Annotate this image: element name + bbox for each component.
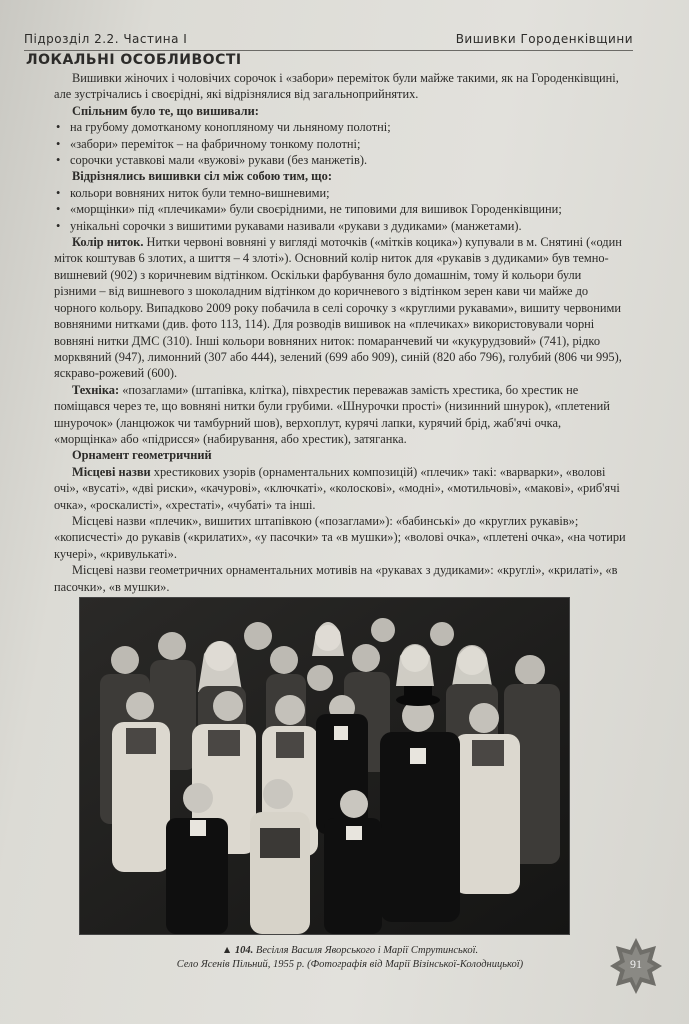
intro-paragraph: Вишивки жіночих і чоловічих сорочок і «забори» переміток були майже такими, як на Городенківщині, але зустрічались і своєрідні, які відрізнялися від загальноприйнятих.: [54, 71, 619, 102]
diff-list: [54, 185, 626, 234]
section-title: ЛОКАЛЬНІ ОСОБЛИВОСТІ: [26, 52, 242, 68]
page-number: 91: [630, 957, 642, 971]
local-names-text: хрестикових узорів (орнаментальних композицій) «плечик» такі: «варварки», «волові очі», «вусаті», «дві риски», «качурові», «ключкаті», «колоскові», «модні», «мотильчові», «макові», «риб'ячі очка», «роскалисті», «хрестаті», «чубаті» та інші.: [54, 464, 620, 512]
local-names-paragraph-3: Місцеві назви геометричних орнаментальних мотивів на «рукавах з дудиками»: «круглі», «крилаті», «в пасочки», «в мушки».: [54, 563, 618, 594]
list-item: • «забори» переміток – на фабричному тонкому полотні;: [54, 136, 626, 152]
photo-caption: [150, 944, 550, 972]
local-names-paragraph-2: Місцеві назви «плечик», вишитих штапівкою («позаглами»): «бабинські» до «круглих рукавів»; «кописчесті» до рукавів («крилатих», «у пасочки» та «в мушки»); «волові очка», «плетені очка», «на чотири кучері», «кривулькаті».: [54, 513, 626, 561]
ornament-heading: Орнамент геометричний: [72, 448, 212, 463]
list-item: • кольори вовняних ниток були темно-вишневими;: [54, 185, 626, 201]
caption-line-2: Село Ясенів Пільний, 1955 р. (Фотографія від Марії Візінської-Колодницької): [176, 959, 524, 970]
diff-heading: Відрізнялись вишивки сіл між собою тим, що:: [72, 169, 332, 184]
common-list: [54, 119, 626, 168]
technique-lead: Техніка:: [72, 382, 120, 397]
list-item: • сорочки уставкові мали «вужові» рукави (без манжетів).: [54, 152, 626, 168]
list-item: • «морщінки» під «плечиками» були своєрідними, не типовими для вишивок Городенківщини;: [54, 201, 626, 217]
list-item: • на грубому домотканому конопляному чи льняному полотні;: [54, 119, 626, 135]
wedding-group-photo: [80, 598, 569, 934]
colour-lead: Колір ниток.: [72, 235, 144, 250]
body-text: [54, 70, 626, 595]
local-names-paragraph-1: [54, 464, 626, 513]
technique-paragraph: [54, 382, 626, 448]
colour-paragraph: [54, 234, 626, 382]
common-heading: Спільним було те, що вишивали:: [72, 103, 259, 118]
list-item: • унікальні сорочки з вишитими рукавами називали «рукави з дудиками» (манжетами).: [54, 218, 626, 234]
running-head-right: Вишивки Городенківщини: [455, 32, 633, 46]
colour-text: Нитки червоні вовняні у вигляді моточків («мітків коцика») купували в м. Снятині («один міток коштував 6 злотих, а шиття – 4 злоті»). Основний колір ниток для «рукавів з дудиками» був темно-вишневий (902) з коричневим відтінком. Оскільки фарбування було домашнім, тому й кольори були різними – від вишневого з шоколадним відтінком до коричневого з відтінком зерен кави чи майже до чорного кольору. Випадково 2009 року побачила в селі сорочку з «круглими рукавами», вишиту червоними вовняними нитками (див. фото 113, 114). Для розводів вишивок на «плечиках» використовували чорні вовняні нитки ДМС (310). Інші кольори вовняних ниток: помаранчевий чи «кукурудзовий» (741), рідко морквяний (947), лимонний (307 або 444), зелений (699 або 909), синій (820 або 796), голубий (806 чи 995), яскраво-рожевий (600).: [54, 235, 622, 381]
local-names-lead: Місцеві назви: [72, 464, 151, 479]
photo-number: 104.: [234, 945, 254, 956]
running-head: [24, 28, 633, 51]
technique-text: «позаглами» (штапівка, клітка), півхрестик переважав замість хрестика, бо хрестик не поміщався через те, що вовняні нитки були грубими. «Шнурочки прості» (низинний шнурок), «плетений шнурочок» (ланцюжок чи тамбурний шов), верхоплут, курячі лапки, курячий брід, жаб'ячі очка, «морщінка» або «підрисся» (набирування, або хрестик), затяганка.: [54, 382, 610, 446]
caption-title: Весілля Василя Яворського і Марії Струтинської.: [255, 945, 479, 956]
running-head-left: Підрозділ 2.2. Частина І: [24, 32, 188, 46]
photo-illustration: [80, 598, 569, 934]
caption-line-1: ▲ 104. Весілля Василя Яворського і Марії Струтинської.: [221, 945, 479, 956]
